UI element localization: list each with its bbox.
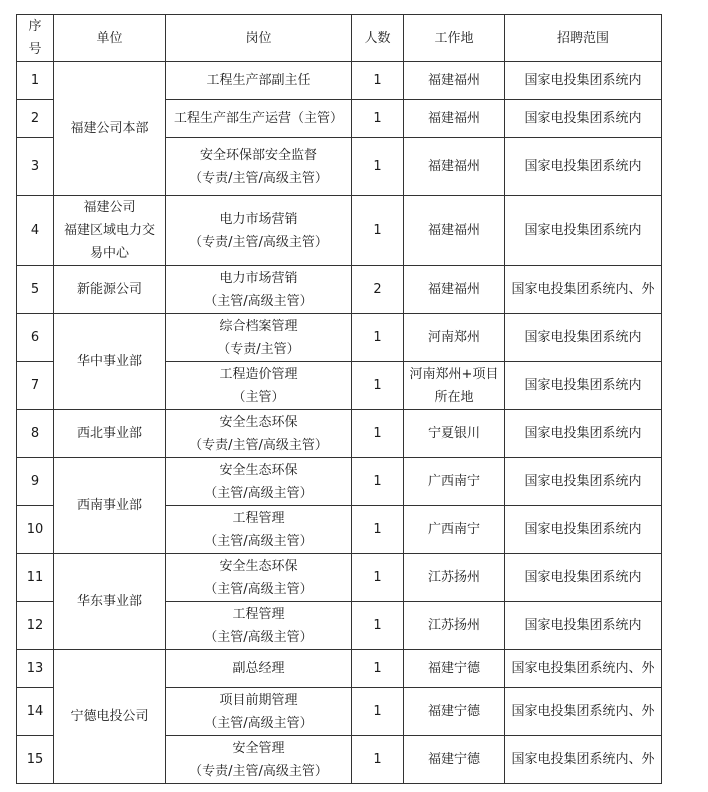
location-cell [404, 266, 505, 314]
unit-cell: 宁德电投公司 [54, 650, 166, 784]
position-line: 综合档案管理 [219, 318, 298, 334]
headcount: 1 [352, 650, 404, 688]
position-cell [166, 602, 352, 650]
position-line: 工程管理 [232, 510, 285, 526]
location-cell [404, 196, 505, 266]
recruitment-table [16, 14, 662, 784]
position-line: 工程管理 [232, 606, 285, 622]
unit-line: 易中心 [89, 246, 129, 261]
table-row [17, 650, 662, 688]
location-cell [404, 650, 505, 688]
position-line: 电力市场营销 [219, 270, 298, 286]
location-cell [404, 362, 505, 410]
location-cell [404, 314, 505, 362]
scope-cell: 国家电投集团系统内 [505, 100, 662, 138]
header-seq: 序 号 [17, 15, 54, 62]
headcount: 1 [352, 506, 404, 554]
header-unit: 单位 [54, 15, 166, 62]
position-line: 项目前期管理 [219, 692, 298, 708]
unit-cell: 西南事业部 [54, 458, 166, 554]
row-number: 12 [17, 602, 54, 650]
position-line: （主管/高级主管） [204, 533, 313, 549]
location-cell [404, 410, 505, 458]
headcount: 1 [352, 196, 404, 266]
unit-cell: 华东事业部 [54, 554, 166, 650]
position-cell [166, 736, 352, 784]
location-line: 福建宁德 [427, 661, 480, 676]
scope-cell: 国家电投集团系统内 [505, 410, 662, 458]
scope-cell: 国家电投集团系统内 [505, 314, 662, 362]
row-number: 11 [17, 554, 54, 602]
headcount: 1 [352, 458, 404, 506]
location-line: 福建福州 [427, 159, 480, 174]
location-line: 河南郑州+项目 [409, 366, 499, 382]
position-line: 电力市场营销 [219, 211, 298, 227]
row-number: 7 [17, 362, 54, 410]
header-position: 岗位 [166, 15, 352, 62]
position-cell [166, 688, 352, 736]
position-line: （主管/高级主管） [204, 293, 313, 309]
position-line: 工程生产部生产运营（主管） [173, 111, 343, 126]
location-cell [404, 458, 505, 506]
table-row [17, 314, 662, 362]
position-line: （专责/主管/高级主管） [189, 763, 328, 779]
position-line: （专责/主管/高级主管） [189, 234, 328, 250]
location-line: 江苏扬州 [427, 570, 480, 585]
table-row [17, 554, 662, 602]
row-number: 9 [17, 458, 54, 506]
scope-cell: 国家电投集团系统内 [505, 458, 662, 506]
headcount: 1 [352, 100, 404, 138]
position-cell [166, 266, 352, 314]
scope-cell: 国家电投集团系统内 [505, 554, 662, 602]
position-line: （主管） [232, 389, 285, 405]
unit-cell: 西北事业部 [54, 410, 166, 458]
location-line: 广西南宁 [427, 522, 480, 537]
unit-cell: 新能源公司 [54, 266, 166, 314]
location-line: 福建福州 [427, 111, 480, 126]
table-row [17, 458, 662, 506]
location-cell [404, 138, 505, 196]
position-line: （主管/高级主管） [204, 715, 313, 731]
position-cell [166, 362, 352, 410]
row-number: 2 [17, 100, 54, 138]
headcount: 1 [352, 602, 404, 650]
row-number: 6 [17, 314, 54, 362]
header-row [17, 15, 662, 62]
table-row [17, 196, 662, 266]
location-line: 广西南宁 [427, 474, 480, 489]
location-cell [404, 62, 505, 100]
position-line: 工程生产部副主任 [206, 73, 311, 88]
location-cell [404, 100, 505, 138]
header-scope: 招聘范围 [505, 15, 662, 62]
row-number: 14 [17, 688, 54, 736]
position-cell [166, 138, 352, 196]
location-line: 福建宁德 [427, 704, 480, 719]
position-cell [166, 554, 352, 602]
position-line: 安全生态环保 [219, 462, 298, 478]
location-cell [404, 602, 505, 650]
location-line: 宁夏银川 [427, 426, 480, 441]
scope-cell: 国家电投集团系统内 [505, 602, 662, 650]
scope-cell: 国家电投集团系统内 [505, 196, 662, 266]
header-count: 人数 [352, 15, 404, 62]
location-cell [404, 506, 505, 554]
headcount: 1 [352, 688, 404, 736]
location-line: 福建宁德 [427, 752, 480, 767]
position-cell [166, 410, 352, 458]
scope-cell: 国家电投集团系统内、外 [505, 736, 662, 784]
position-cell [166, 62, 352, 100]
unit-line: 福建公司 [83, 200, 136, 215]
location-line: 福建福州 [427, 73, 480, 88]
location-cell [404, 554, 505, 602]
headcount: 1 [352, 62, 404, 100]
headcount: 1 [352, 362, 404, 410]
table-row [17, 266, 662, 314]
scope-cell: 国家电投集团系统内、外 [505, 650, 662, 688]
position-line: （专责/主管/高级主管） [189, 170, 328, 186]
table-row [17, 410, 662, 458]
table-row [17, 62, 662, 100]
row-number: 8 [17, 410, 54, 458]
headcount: 1 [352, 554, 404, 602]
headcount: 2 [352, 266, 404, 314]
row-number: 1 [17, 62, 54, 100]
unit-cell: 福建公司本部 [54, 62, 166, 196]
headcount: 1 [352, 138, 404, 196]
row-number: 4 [17, 196, 54, 266]
location-line: 河南郑州 [427, 330, 480, 345]
position-line: 安全环保部安全监督 [199, 147, 317, 163]
location-line: 江苏扬州 [427, 618, 480, 633]
position-line: （专责/主管/高级主管） [189, 437, 328, 453]
position-line: 安全管理 [232, 740, 285, 756]
location-cell [404, 688, 505, 736]
headcount: 1 [352, 314, 404, 362]
position-cell [166, 100, 352, 138]
row-number: 5 [17, 266, 54, 314]
position-line: （主管/高级主管） [204, 629, 313, 645]
position-line: 工程造价管理 [219, 366, 298, 382]
position-cell [166, 196, 352, 266]
row-number: 13 [17, 650, 54, 688]
unit-cell [54, 196, 166, 266]
scope-cell: 国家电投集团系统内 [505, 62, 662, 100]
scope-cell: 国家电投集团系统内 [505, 138, 662, 196]
position-line: （专责/主管） [217, 341, 300, 357]
header-location: 工作地 [404, 15, 505, 62]
position-cell [166, 458, 352, 506]
scope-cell: 国家电投集团系统内、外 [505, 266, 662, 314]
position-cell [166, 314, 352, 362]
row-number: 10 [17, 506, 54, 554]
unit-line: 福建区域电力交 [63, 223, 155, 238]
scope-cell: 国家电投集团系统内、外 [505, 688, 662, 736]
location-cell [404, 736, 505, 784]
position-cell [166, 650, 352, 688]
position-line: 安全生态环保 [219, 414, 298, 430]
position-line: 副总经理 [232, 661, 285, 676]
location-line: 福建福州 [427, 223, 480, 238]
position-cell [166, 506, 352, 554]
headcount: 1 [352, 410, 404, 458]
scope-cell: 国家电投集团系统内 [505, 506, 662, 554]
row-number: 15 [17, 736, 54, 784]
location-line: 所在地 [434, 389, 474, 405]
scope-cell: 国家电投集团系统内 [505, 362, 662, 410]
position-line: （主管/高级主管） [204, 485, 313, 501]
position-line: （主管/高级主管） [204, 581, 313, 597]
headcount: 1 [352, 736, 404, 784]
row-number: 3 [17, 138, 54, 196]
position-line: 安全生态环保 [219, 558, 298, 574]
location-line: 福建福州 [427, 282, 480, 297]
unit-cell: 华中事业部 [54, 314, 166, 410]
